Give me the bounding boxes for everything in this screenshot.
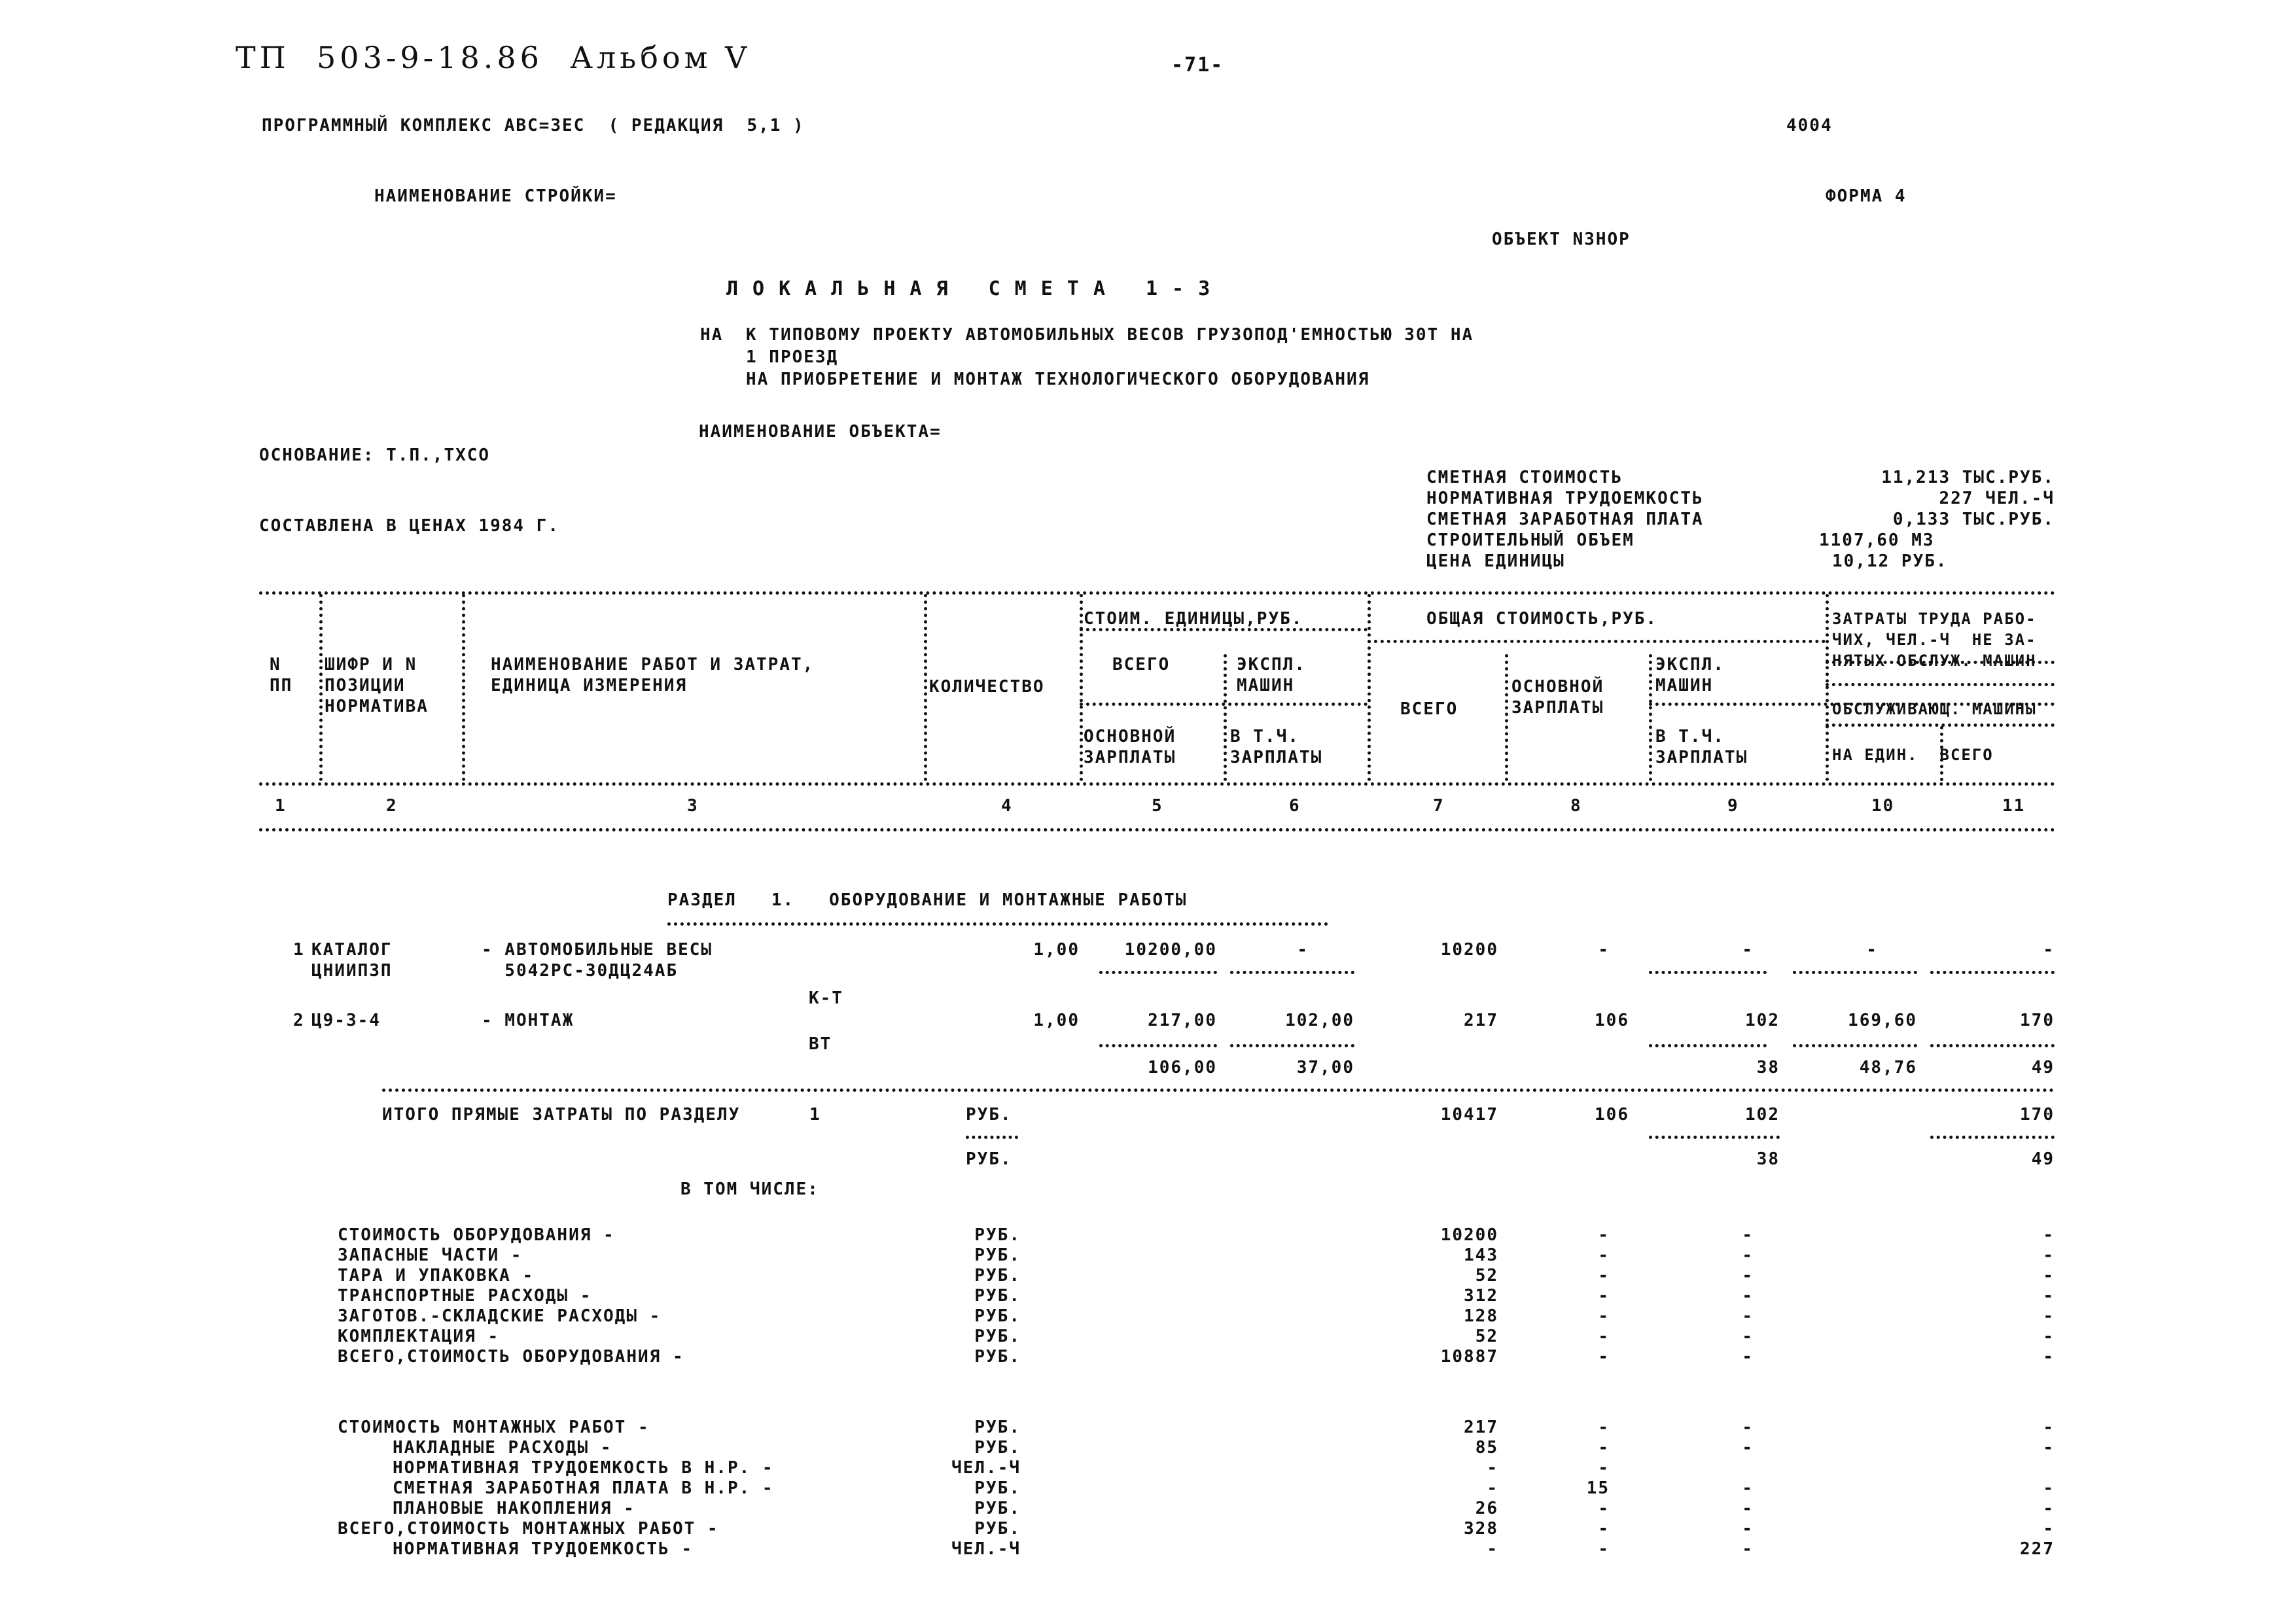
row-labor-total: 170 (2020, 1011, 2055, 1030)
breakdown-total: 128 (1464, 1306, 1498, 1326)
divider (1930, 1136, 2055, 1139)
breakdown-unit: ЧЕЛ.-Ч (951, 1539, 1021, 1559)
breakdown-machine: - (1742, 1438, 1754, 1457)
breakdown-wage: 15 (1586, 1478, 1610, 1498)
breakdown-label: НОРМАТИВНАЯ ТРУДОЕМКОСТЬ - (393, 1539, 693, 1559)
row-total: 217 (1464, 1011, 1498, 1030)
breakdown-label: ТАРА И УПАКОВКА - (338, 1266, 535, 1285)
breakdown-total: 143 (1464, 1246, 1498, 1265)
col-number: 1 (275, 796, 287, 816)
program-line: ПРОГРАММНЫЙ КОМПЛЕКС АВС=3ЕС ( РЕДАКЦИЯ 5,1 ) (262, 116, 805, 135)
row-unit-machine: - (1297, 940, 1309, 960)
summary-value: 227 ЧЕЛ.-Ч (1939, 489, 2055, 508)
summary-label: СМЕТНАЯ СТОИМОСТЬ (1426, 468, 1623, 487)
breakdown-machine: - (1742, 1286, 1754, 1306)
totals-wage: 106 (1595, 1105, 1629, 1125)
breakdown-total: - (1487, 1478, 1498, 1498)
row-number: 2 (293, 1011, 305, 1030)
col-rule (1224, 654, 1227, 781)
row-qty: 1,00 (1033, 1011, 1080, 1030)
code-right: 4004 (1786, 116, 1833, 135)
col-number: 8 (1570, 796, 1582, 816)
divider (966, 1136, 1018, 1139)
header-unit-wage: ОСНОВНОЙ ЗАРПЛАТЫ (1084, 727, 1176, 767)
breakdown-labor: - (2043, 1347, 2055, 1367)
breakdown-label: ВСЕГО,СТОИМОСТЬ МОНТАЖНЫХ РАБОТ - (338, 1519, 719, 1539)
row-labor-unit-2: 48,76 (1859, 1058, 1917, 1077)
divider (259, 591, 2056, 595)
col-number: 2 (386, 796, 398, 816)
divider (1649, 1044, 1767, 1047)
breakdown-labor: - (2043, 1418, 2055, 1437)
breakdown-unit: РУБ. (974, 1266, 1021, 1285)
breakdown-wage: - (1598, 1418, 1610, 1437)
breakdown-labor: - (2043, 1327, 2055, 1346)
breakdown-total: 10887 (1440, 1347, 1498, 1367)
col-rule (1505, 654, 1508, 781)
breakdown-labor: - (2043, 1306, 2055, 1326)
summary-label: ЦЕНА ЕДИНИЦЫ (1426, 551, 1565, 571)
col-number: 9 (1727, 796, 1739, 816)
breakdown-machine: - (1742, 1499, 1754, 1518)
breakdown-machine: - (1742, 1519, 1754, 1539)
divider (1793, 1044, 1917, 1047)
breakdown-label: КОМПЛЕКТАЦИЯ - (338, 1327, 500, 1346)
col-rule (1649, 654, 1652, 781)
breakdown-unit: ЧЕЛ.-Ч (951, 1458, 1021, 1478)
breakdown-wage: - (1598, 1519, 1610, 1539)
divider (382, 1089, 2055, 1092)
header-total-all: ВСЕГО (1400, 699, 1458, 719)
breakdown-label: СТОИМОСТЬ МОНТАЖНЫХ РАБОТ - (338, 1418, 650, 1437)
object-name: НАИМЕНОВАНИЕ ОБЪЕКТА= (699, 422, 942, 442)
col-number: 7 (1433, 796, 1445, 816)
title-line-2: 1 ПРОЕЗД (746, 347, 839, 367)
divider (1930, 971, 2055, 974)
breakdown-wage: - (1598, 1266, 1610, 1285)
col-number: 4 (1001, 796, 1013, 816)
row-wage: - (1598, 940, 1610, 960)
header-total-wage: ОСНОВНОЙ ЗАРПЛАТЫ (1511, 677, 1604, 718)
breakdown-labor: - (2043, 1225, 2055, 1245)
divider (1826, 683, 2055, 686)
row-labor-total-2: 49 (2031, 1058, 2055, 1077)
divider (1099, 971, 1217, 974)
breakdown-unit: РУБ. (974, 1306, 1021, 1326)
col-rule (319, 594, 323, 781)
breakdown-labor: - (2043, 1266, 2055, 1285)
header-col-n: N ПП (270, 655, 293, 695)
row-qty: 1,00 (1033, 940, 1080, 960)
row-machine: 102 (1745, 1011, 1780, 1030)
breakdown-machine: - (1742, 1266, 1754, 1285)
row-unit-total: 217,00 (1148, 1011, 1217, 1030)
breakdown-total: - (1487, 1539, 1498, 1559)
row-total: 10200 (1440, 940, 1498, 960)
col-number: 11 (2002, 796, 2026, 816)
breakdown-label: ВСЕГО,СТОИМОСТЬ ОБОРУДОВАНИЯ - (338, 1347, 684, 1367)
breakdown-wage: - (1598, 1438, 1610, 1457)
breakdown-total: - (1487, 1458, 1498, 1478)
breakdown-unit: РУБ. (974, 1519, 1021, 1539)
totals-unit: РУБ. (966, 1105, 1012, 1125)
basis: ОСНОВАНИЕ: Т.П.,ТХСО (259, 445, 491, 465)
summary-value: 0,133 ТЫС.РУБ. (1892, 510, 2055, 529)
col-rule (462, 594, 465, 781)
totals-unit: РУБ. (966, 1149, 1012, 1169)
breakdown-unit: РУБ. (974, 1438, 1021, 1457)
breakdown-labor: - (2043, 1286, 2055, 1306)
breakdown-total: 217 (1464, 1418, 1498, 1437)
breakdown-machine: - (1742, 1306, 1754, 1326)
row-code: Ц9-3-4 (311, 1011, 381, 1030)
breakdown-wage: - (1598, 1539, 1610, 1559)
title-na: НА (700, 325, 724, 345)
object-number: ОБЪЕКТ N3НОР (1492, 230, 1631, 249)
divider (259, 828, 2056, 831)
page-number: -71- (1171, 54, 1224, 77)
totals-label: ИТОГО ПРЯМЫЕ ЗАТРАТЫ ПО РАЗДЕЛУ 1 (382, 1105, 821, 1125)
row-name: - АВТОМОБИЛЬНЫЕ ВЕСЫ 5042РС-30ДЦ24АБ (482, 940, 713, 981)
breakdown-machine: - (1742, 1539, 1754, 1559)
row-unit-machine: 102,00 (1285, 1011, 1354, 1030)
breakdown-total: 26 (1475, 1499, 1498, 1518)
totals-total: 10417 (1440, 1105, 1498, 1125)
breakdown-label: ЗАПАСНЫЕ ЧАСТИ - (338, 1246, 523, 1265)
summary-value: 10,12 РУБ. (1832, 551, 1948, 571)
breakdown-total: 52 (1475, 1327, 1498, 1346)
divider (1368, 640, 1826, 643)
divider (259, 782, 2056, 786)
row-machine-wage: 38 (1756, 1058, 1780, 1077)
breakdown-labor: - (2043, 1519, 2055, 1539)
header-col-qty: КОЛИЧЕСТВО (929, 677, 1045, 697)
row-number: 1 (293, 940, 305, 960)
summary-label: СМЕТНАЯ ЗАРАБОТНАЯ ПЛАТА (1426, 510, 1704, 529)
divider (1793, 971, 1917, 974)
header-total-machine-wage: В Т.Ч. ЗАРПЛАТЫ (1655, 727, 1748, 767)
title-line-1: К ТИПОВОМУ ПРОЕКТУ АВТОМОБИЛЬНЫХ ВЕСОВ ГРУЗОПОД'ЕМНОСТЬЮ 30Т НА (746, 325, 1474, 345)
header-unit-cost: СТОИМ. ЕДИНИЦЫ,РУБ. (1084, 609, 1303, 629)
header-col-code: ШИФР И N ПОЗИЦИИ НОРМАТИВА (325, 655, 429, 716)
col-number: 5 (1152, 796, 1163, 816)
row-machine: - (1742, 940, 1754, 960)
breakdown-wage: - (1598, 1306, 1610, 1326)
divider (1230, 1044, 1354, 1047)
breakdown-label: ТРАНСПОРТНЫЕ РАСХОДЫ - (338, 1286, 592, 1306)
row-labor-unit: 169,60 (1848, 1011, 1917, 1030)
row-unit-label: ВТ (809, 1034, 832, 1054)
header-col-name: НАИМЕНОВАНИЕ РАБОТ И ЗАТРАТ, ЕДИНИЦА ИЗМЕРЕНИЯ (491, 655, 815, 695)
breakdown-unit: РУБ. (974, 1347, 1021, 1367)
compiled-prices: СОСТАВЛЕНА В ЦЕНАХ 1984 Г. (259, 516, 559, 536)
breakdown-machine: - (1742, 1418, 1754, 1437)
totals-labor-2: 49 (2031, 1149, 2055, 1169)
header-labor-sub: ОБСЛУЖИВАЮЩ. МАШИНЫ (1832, 700, 2037, 718)
col-rule (1368, 594, 1371, 781)
divider (1099, 1044, 1217, 1047)
breakdown-machine: - (1742, 1478, 1754, 1498)
totals-machine: 102 (1745, 1105, 1780, 1125)
totals-labor: 170 (2020, 1105, 2055, 1125)
summary-value: 11,213 ТЫС.РУБ. (1881, 468, 2055, 487)
col-number: 3 (687, 796, 699, 816)
breakdown-labor: 227 (2020, 1539, 2055, 1559)
breakdown-wage: - (1598, 1347, 1610, 1367)
breakdown-wage: - (1598, 1225, 1610, 1245)
header-total-machine: ЭКСПЛ. МАШИН (1655, 655, 1725, 695)
breakdown-labor: - (2043, 1438, 2055, 1457)
divider (1649, 1136, 1780, 1139)
header-unit-total: ВСЕГО (1112, 655, 1171, 674)
summary-value: 1107,60 М3 (1819, 531, 1935, 550)
breakdown-machine: - (1742, 1347, 1754, 1367)
col-number: 6 (1289, 796, 1301, 816)
col-rule (1826, 594, 1829, 781)
breakdown-unit: РУБ. (974, 1286, 1021, 1306)
breakdown-machine: - (1742, 1327, 1754, 1346)
header-labor: ЗАТРАТЫ ТРУДА РАБО- ЧИХ, ЧЕЛ.-Ч НЕ ЗА- НЯТЫХ ОБСЛУЖ. МАШИН (1832, 610, 2037, 670)
breakdown-wage: - (1598, 1246, 1610, 1265)
breakdown-total: 312 (1464, 1286, 1498, 1306)
breakdown-label: СТОИМОСТЬ ОБОРУДОВАНИЯ - (338, 1225, 615, 1245)
row-labor-total: - (2043, 940, 2055, 960)
header-unit-machine-wage: В Т.Ч. ЗАРПЛАТЫ (1230, 727, 1323, 767)
form-label: ФОРМА 4 (1826, 186, 1907, 206)
row-labor-unit: - (1866, 940, 1878, 960)
row-code: КАТАЛОГ ЦНИИПЗП (311, 940, 393, 981)
estimate-title: ЛОКАЛЬНАЯ СМЕТА 1-3 (726, 277, 1225, 300)
divider (1230, 971, 1354, 974)
breakdown-wage: - (1598, 1499, 1610, 1518)
breakdown-unit: РУБ. (974, 1478, 1021, 1498)
breakdown-total: 328 (1464, 1519, 1498, 1539)
breakdown-machine: - (1742, 1225, 1754, 1245)
row-unit-machine-wage: 37,00 (1296, 1058, 1354, 1077)
header-total-cost: ОБЩАЯ СТОИМОСТЬ,РУБ. (1426, 609, 1658, 629)
summary-label: НОРМАТИВНАЯ ТРУДОЕМКОСТЬ (1426, 489, 1704, 508)
breakdown-wage: - (1598, 1458, 1610, 1478)
breakdown-unit: РУБ. (974, 1225, 1021, 1245)
col-rule (1080, 594, 1083, 781)
including-heading: В ТОМ ЧИСЛЕ: (680, 1179, 819, 1199)
header-labor-units: НА ЕДИН. ВСЕГО (1832, 746, 1994, 764)
row-name: - МОНТАЖ (482, 1011, 574, 1030)
section-title: РАЗДЕЛ 1. ОБОРУДОВАНИЕ И МОНТАЖНЫЕ РАБОТЫ (667, 890, 1188, 910)
totals-machine-wage: 38 (1756, 1149, 1780, 1169)
row-unit-wage: 106,00 (1148, 1058, 1217, 1077)
row-wage: 106 (1595, 1011, 1629, 1030)
handwritten-album-code: ТП 503-9-18.86 Альбом V (236, 40, 751, 75)
col-number: 10 (1871, 796, 1895, 816)
breakdown-total: 10200 (1440, 1225, 1498, 1245)
breakdown-unit: РУБ. (974, 1499, 1021, 1518)
breakdown-label: НАКЛАДНЫЕ РАСХОДЫ - (393, 1438, 612, 1457)
breakdown-total: 85 (1475, 1438, 1498, 1457)
breakdown-unit: РУБ. (974, 1418, 1021, 1437)
divider (667, 922, 1328, 926)
title-line-3: НА ПРИОБРЕТЕНИЕ И МОНТАЖ ТЕХНОЛОГИЧЕСКОГО ОБОРУДОВАНИЯ (746, 370, 1370, 389)
breakdown-labor: - (2043, 1499, 2055, 1518)
breakdown-label: СМЕТНАЯ ЗАРАБОТНАЯ ПЛАТА В Н.Р. - (393, 1478, 774, 1498)
construction-name: НАИМЕНОВАНИЕ СТРОЙКИ= (374, 186, 617, 206)
breakdown-unit: РУБ. (974, 1327, 1021, 1346)
breakdown-label: ЗАГОТОВ.-СКЛАДСКИЕ РАСХОДЫ - (338, 1306, 662, 1326)
divider (1930, 1044, 2055, 1047)
breakdown-unit: РУБ. (974, 1246, 1021, 1265)
breakdown-labor: - (2043, 1246, 2055, 1265)
header-unit-machine: ЭКСПЛ. МАШИН (1237, 655, 1306, 695)
breakdown-labor: - (2043, 1478, 2055, 1498)
breakdown-wage: - (1598, 1327, 1610, 1346)
breakdown-total: 52 (1475, 1266, 1498, 1285)
row-unit-total: 10200,00 (1124, 940, 1217, 960)
summary-label: СТРОИТЕЛЬНЫЙ ОБЪЕМ (1426, 531, 1634, 550)
breakdown-label: НОРМАТИВНАЯ ТРУДОЕМКОСТЬ В Н.Р. - (393, 1458, 774, 1478)
breakdown-machine: - (1742, 1246, 1754, 1265)
breakdown-label: ПЛАНОВЫЕ НАКОПЛЕНИЯ - (393, 1499, 635, 1518)
row-unit-label: К-Т (809, 988, 843, 1008)
breakdown-wage: - (1598, 1286, 1610, 1306)
col-rule (924, 594, 927, 781)
divider (1649, 971, 1767, 974)
